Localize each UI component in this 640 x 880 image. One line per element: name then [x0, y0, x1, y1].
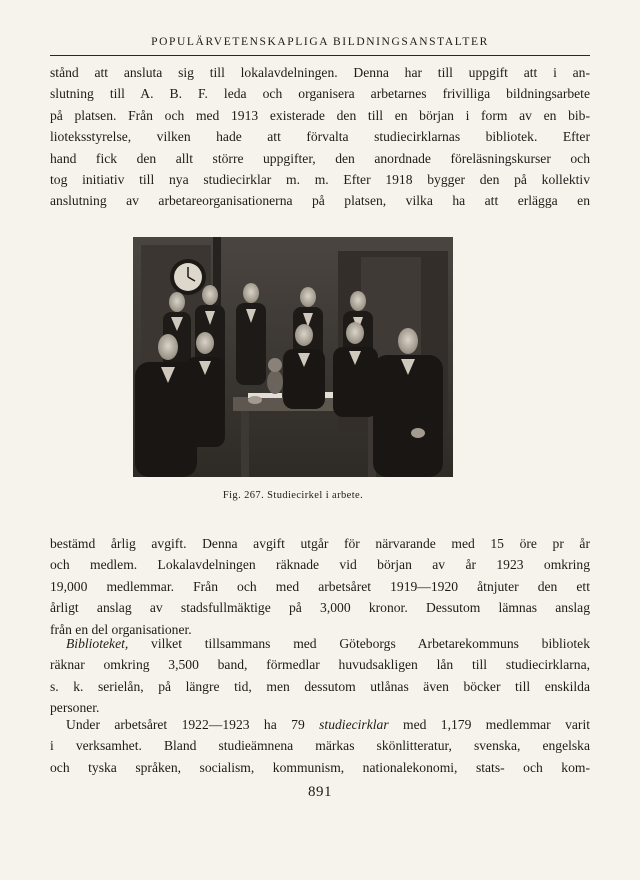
- paragraph-studiecirklar: [50, 714, 590, 778]
- italic-term: studiecirklar: [319, 717, 389, 732]
- paragraph-biblioteket: [50, 633, 590, 719]
- text-run: med 1,179 medlemmar varit: [388, 717, 591, 732]
- text-line: s. k. serielån, på längre tid, men dessutom utlånas även böcker till enskilda: [50, 678, 590, 694]
- text-line: tog initiativ till nya studiecirklar m. m. Efter 1918 bygger den på kollektiv: [50, 172, 590, 188]
- text-run: vilket tillsammans med Göteborgs Arbetarekommuns bibliotek: [128, 636, 590, 651]
- running-head: POPULÄRVETENSKAPLIGA BILDNINGSANSTALTER: [151, 36, 489, 48]
- text-line: personer.: [50, 700, 100, 716]
- text-line: och tyska språken, socialism, kommunism, nationalekonomi, stats- och kom-: [50, 759, 590, 775]
- text-line: anslutning av arbetareorganisationerna på platsen, vilka ha att erlägga en: [50, 193, 590, 209]
- paragraph: [50, 533, 590, 640]
- top-paragraph: [50, 62, 590, 212]
- text-line: bestämd årlig avgift. Denna avgift utgår för närvarande med 15 öre pr år: [50, 536, 590, 551]
- text-run: Under arbetsåret 1922—1923 ha 79: [66, 717, 320, 732]
- figure-caption: Fig. 267. Studiecirkel i arbete.: [222, 490, 364, 501]
- text-line: stånd att ansluta sig till lokalavdelningen. Denna har till uppgift att i an-: [50, 65, 590, 80]
- wall-clock-icon: [170, 259, 206, 295]
- text-line: hand fick den allt större uppgifter, den anordnade föreläsningskurser och: [50, 150, 590, 166]
- text-line: [50, 714, 590, 735]
- text-line: räknar omkring 3,500 band, förmedlar huvudsakligen lån till studiecirklarna,: [50, 657, 590, 673]
- page-number: 891: [308, 784, 332, 800]
- text-line: på platsen. Från och med 1913 existerade den till en början i form av en bib-: [50, 107, 590, 123]
- header-rule: [50, 55, 590, 56]
- text-line: från en del organisationer.: [50, 621, 192, 637]
- text-line: årligt anslag av stadsfullmäktige på 3,000 kronor. Dessutom lämnas anslag: [50, 600, 590, 616]
- text-line: och medlem. Lokalavdelningen räknade vid början av år 1923 omkring: [50, 557, 590, 573]
- text-line: lioteksstyrelse, vilken hade att förvalta studiecirklarnas bibliotek. Efter: [50, 129, 590, 145]
- text-line: 19,000 medlemmar. Från och med arbetsåret 1919—1920 åtnjuter den ett: [50, 578, 590, 594]
- text-line: i verksamhet. Bland studieämnena märkas skönlitteratur, svenska, engelska: [50, 738, 590, 754]
- study-circle-photograph: [133, 237, 453, 477]
- text-line: [50, 633, 590, 654]
- italic-lead: Biblioteket,: [66, 636, 129, 651]
- text-line: slutning till A. B. F. leda och organisera arbetarnes frivilliga bildningsarbete: [50, 86, 590, 102]
